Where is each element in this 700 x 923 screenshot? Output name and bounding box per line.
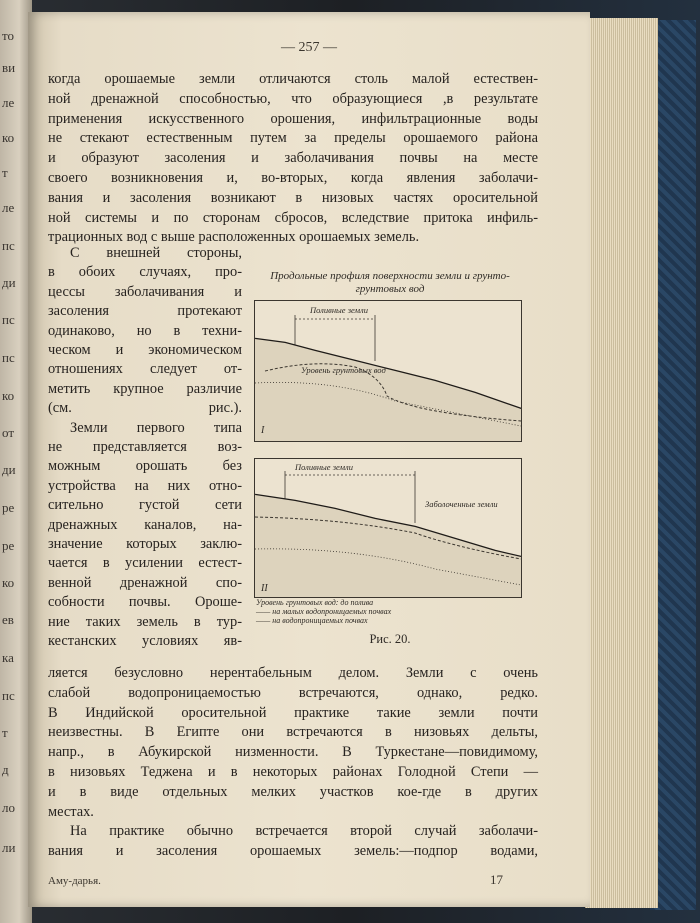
page-edges [585,18,658,908]
text-line: сительно густой сети [48,497,242,514]
legend-3: —— на водопроницаемых почвах [256,616,368,625]
text-line: вания и засоления возникают в низовых частях оросительной [48,189,538,206]
text-line: кестанских условиях яв- [48,633,242,649]
panel1-label: Поливные земли [310,305,368,315]
left-fragment: т [2,725,8,740]
profile-panel-1 [254,300,522,442]
left-fragment: ви [2,60,16,75]
text-line: чается в усилении естест- [48,555,242,572]
text-line: На практике обычно встречается второй случай заболачи- [70,823,538,840]
legend-1: Уровень грунтовых вод: до полива [256,598,374,607]
left-fragment: ка [2,650,14,665]
left-fragment: ли [2,840,16,855]
text-line: в обоих случаях, про- [48,264,242,281]
text-line: напр., в Абукирской низменности. В Туркестане—повидимому, [48,744,538,761]
left-fragment: ди [2,275,16,290]
figure-caption: Рис. 20. [369,632,411,646]
text-line: ной дренажной способностью, что образующиеся ,в результате [48,90,538,107]
panel2-number: II [261,583,268,594]
text-line: ческом и экономическом [48,342,242,358]
text-line: Земли первого типа [70,419,242,436]
left-fragment: ре [2,500,15,515]
left-fragment: пс [2,688,15,703]
text-line: и образуют засоления и заболачивания почвы на месте [48,150,538,167]
text-line: цессы заболачивания и [48,283,242,300]
figure-20 [254,270,526,625]
left-fragment: то [2,28,15,43]
left-fragment: ев [2,612,14,627]
left-fragment: ди [2,462,16,477]
panel2-label: Поливные земли [295,462,353,472]
left-fragment: пс [2,238,15,253]
text-line: не представляется воз- [48,439,242,455]
text-line: трационных вод с выше расположенных орошаемых земель. [48,229,420,246]
profile-diagram-1 [255,301,521,441]
footer-signature: Аму-дарья. [48,875,101,887]
text-line: вания и засоления орошаемых земель:—подпор водами, [48,843,538,860]
text-line: (см. рис.). [48,400,242,417]
profile-panel-2 [254,458,522,598]
left-fragment: т [2,165,8,180]
text-line: засоления протекают [48,303,242,320]
text-line: в низовьях Теджена и в некоторых районах Голодной Степи — [48,764,538,780]
profile-diagram-2 [255,459,521,597]
figure-title: Продольные профиля поверхности земли и грунто-грунтовых вод [270,270,510,295]
legend-2: —— на малых водопроницаемых почвах [256,607,392,616]
left-fragment: ко [2,575,15,590]
panel1-annotation: Уровень грунтовых вод [301,365,386,375]
text-line: значение которых заклю- [48,536,242,552]
book-page [28,12,590,907]
text-line: одинаково, но в техни- [48,322,242,339]
left-fragment: ле [2,200,15,215]
text-line: неизвестны. В Египте они встречаются в низовьях дельты, [48,724,538,741]
left-fragment: ко [2,130,15,145]
text-line: не стекают естественным путем за пределы орошаемого района [48,130,538,147]
panel2-annotation: Заболоченные земли [425,499,498,509]
left-fragment: от [2,425,15,440]
page-number: — 257 — [281,40,337,55]
text-line: В Индийской оросительной практике такие земли почти [48,704,538,721]
footer-number: 17 [490,872,503,887]
text-line: слабой водопроницаемостью встречаются, однако, редко. [48,684,538,701]
text-line: венной дренажной спо- [48,574,242,591]
text-line: можным орошать без [48,458,242,475]
text-line: ной системы и по сторонам сбросов, вследствие притока инфиль- [48,209,538,226]
left-fragment: ко [2,388,15,403]
panel1-number: I [261,425,265,436]
left-fragment: д [2,762,9,777]
text-line: местах. [48,803,94,820]
left-fragment: ло [2,800,15,815]
text-line: С внешней стороны, [70,245,242,261]
text-line: дренажных каналов, на- [48,516,242,533]
text-line: своего возникновения и, во-вторых, когда явления заболачи- [48,170,538,186]
left-fragment: пс [2,312,15,327]
text-line: отношениях следует от- [48,361,242,378]
left-fragment: ре [2,538,15,553]
left-fragment: пс [2,350,15,365]
text-line: и в виде отдельных мелких участков кое-где в других [48,783,538,800]
text-line: когда орошаемые земли отличаются столь малой естествен- [48,71,538,87]
text-line: применения искусственного орошения, инфильтрационные воды [48,110,538,127]
text-line: метить крупное различие [48,380,242,397]
text-line: устройства на них отно- [48,477,242,494]
text-line: собности почвы. Ороше- [48,594,242,611]
text-line: ние таких земель в тур- [48,613,242,630]
left-fragment: ле [2,95,15,110]
soil-area [255,339,521,441]
text-line: ляется безусловно нерентабельным делом. Земли с очень [48,665,538,681]
